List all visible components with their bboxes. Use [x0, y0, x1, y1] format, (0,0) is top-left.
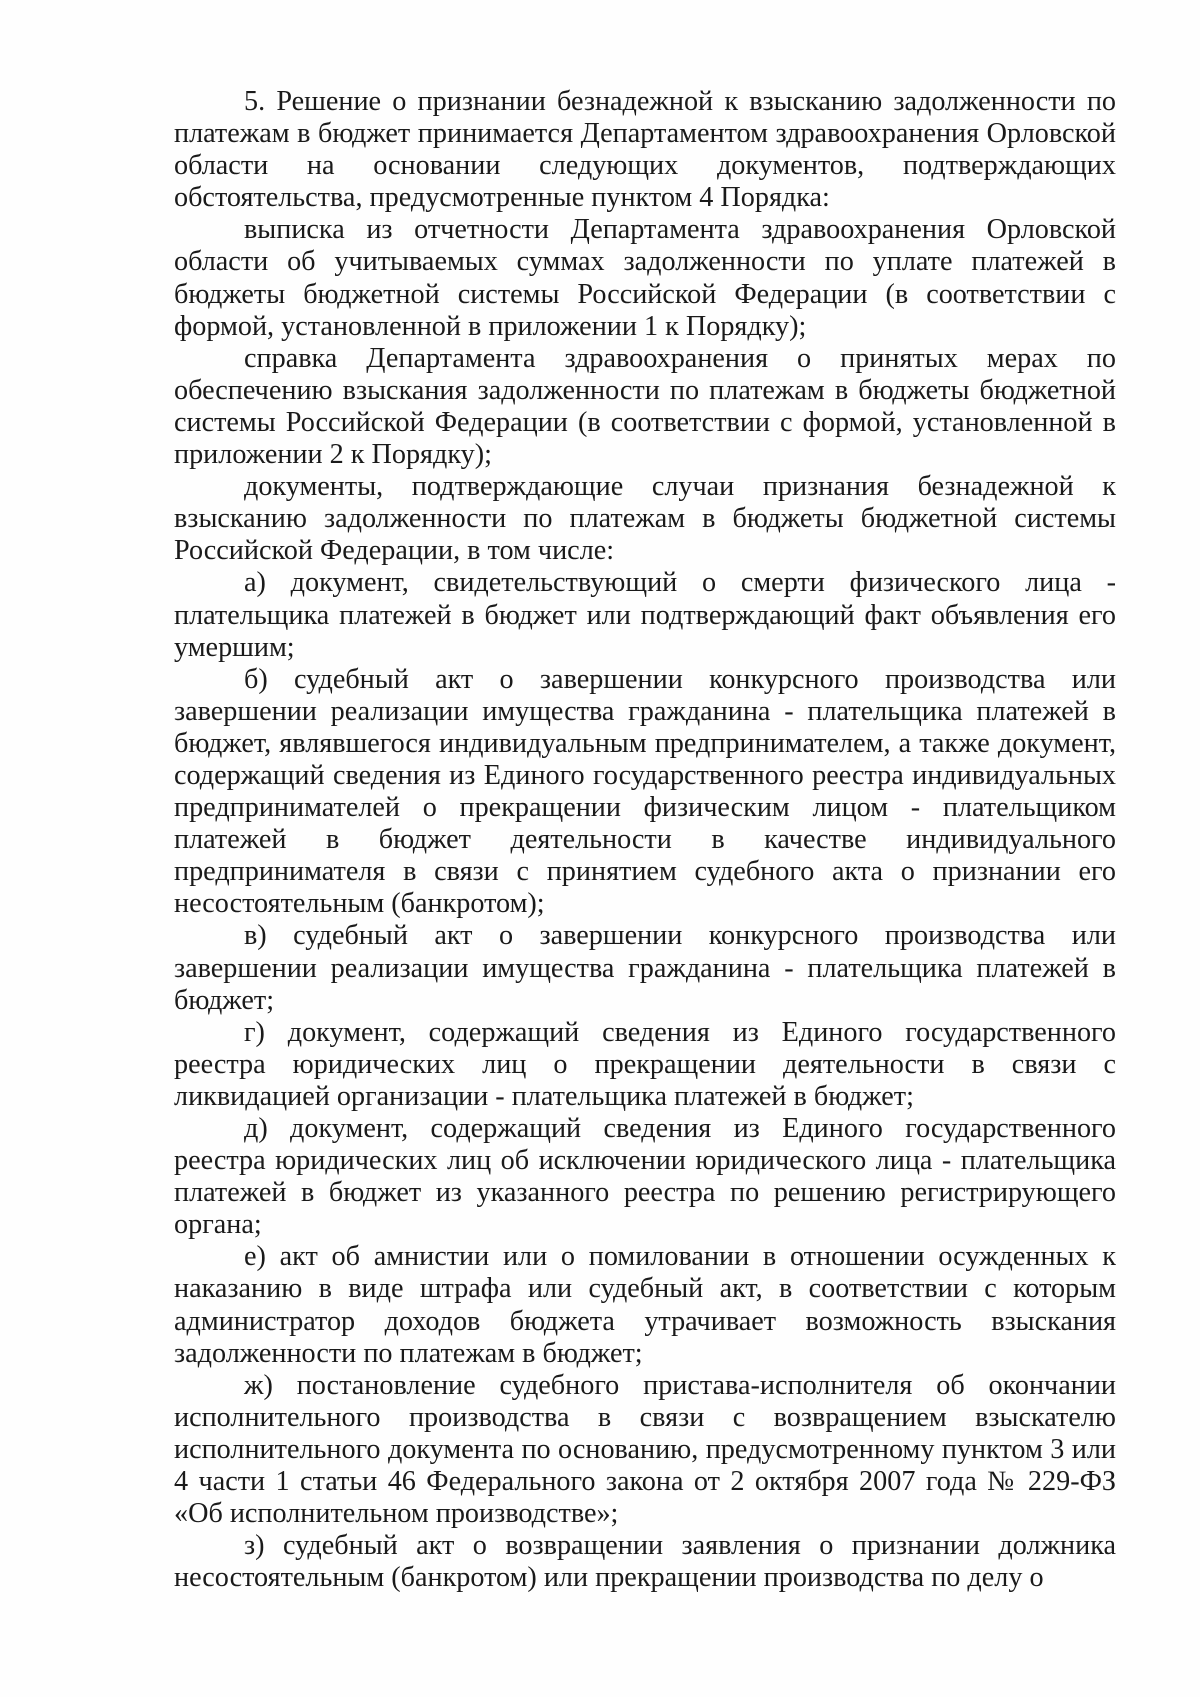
- paragraph-5-decision: 5. Решение о признании безнадежной к взысканию задолженности по платежам в бюджет принимается Департаментом здравоохранения Орловской области на основании следующих документов, подтверждающих обстоятельства, предусмотренные пунктом 4 Порядка:: [174, 86, 1116, 214]
- list-item-e: е) акт об амнистии или о помиловании в отношении осужденных к наказанию в виде штрафа или судебный акт, в соответствии с которым администратор доходов бюджета утрачивает возможность взыскания задолженности по платежам в бюджет;: [174, 1241, 1116, 1369]
- list-item-d: д) документ, содержащий сведения из Единого государственного реестра юридических лиц об исключении юридического лица - плательщика платежей в бюджет из указанного реестра по решению регистрирующего органа;: [174, 1113, 1116, 1241]
- paragraph-supporting-documents: документы, подтверждающие случаи признания безнадежной к взысканию задолженности по платежам в бюджеты бюджетной системы Российской Федерации, в том числе:: [174, 471, 1116, 567]
- list-item-v: в) судебный акт о завершении конкурсного производства или завершении реализации имущества гражданина - плательщика платежей в бюджет;: [174, 920, 1116, 1016]
- document-body: [174, 86, 1116, 1594]
- paragraph-report-extract: выписка из отчетности Департамента здравоохранения Орловской области об учитываемых суммах задолженности по уплате платежей в бюджеты бюджетной системы Российской Федерации (в соответствии с формой, установленной в приложении 1 к Порядку);: [174, 214, 1116, 342]
- list-item-b: б) судебный акт о завершении конкурсного производства или завершении реализации имущества гражданина - плательщика платежей в бюджет, являвшегося индивидуальным предпринимателем, а также документ, содержащий сведения из Единого государственного реестра индивидуальных предпринимателей о прекращении физическим лицом - плательщиком платежей в бюджет деятельности в качестве индивидуального предпринимателя в связи с принятием судебного акта о признании его несостоятельным (банкротом);: [174, 663, 1116, 920]
- list-item-z: з) судебный акт о возвращении заявления о признании должника несостоятельным (банкротом) или прекращении производства по делу о: [174, 1530, 1116, 1594]
- paragraph-reference-measures: справка Департамента здравоохранения о принятых мерах по обеспечению взыскания задолженности по платежам в бюджеты бюджетной системы Российской Федерации (в соответствии с формой, установленной в приложении 2 к Порядку);: [174, 342, 1116, 471]
- list-item-a: а) документ, свидетельствующий о смерти физического лица - плательщика платежей в бюджет или подтверждающий факт объявления его умершим;: [174, 567, 1116, 663]
- list-item-g: г) документ, содержащий сведения из Единого государственного реестра юридических лиц о прекращении деятельности в связи с ликвидацией организации - плательщика платежей в бюджет;: [174, 1016, 1116, 1112]
- list-item-zh: ж) постановление судебного пристава-исполнителя об окончании исполнительного производства в связи с возвращением взыскателю исполнительного документа по основанию, предусмотренному пунктом 3 или 4 части 1 статьи 46 Федерального закона от 2 октября 2007 года № 229-ФЗ «Об исполнительном производстве»;: [174, 1369, 1116, 1530]
